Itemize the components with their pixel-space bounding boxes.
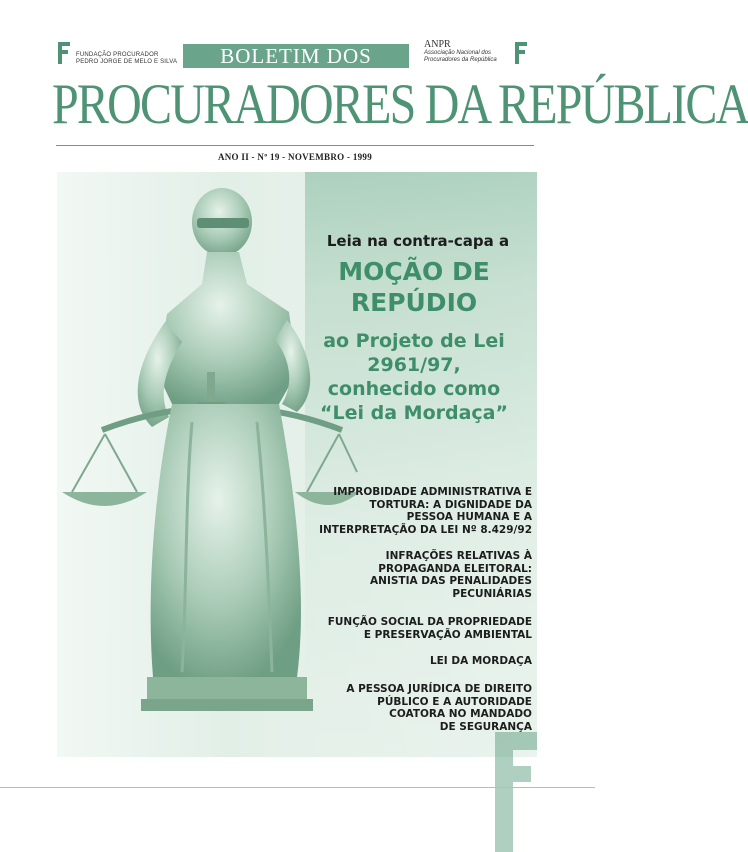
headline-line: COATORA NO MANDADO [389,708,532,720]
headline-funcao-social [292,616,532,641]
contra-capa-intro: Leia na contra-capa a [326,232,510,250]
mocao-line1: MOÇÃO DE [338,257,490,286]
headline-lei-mordaca [292,655,532,668]
subhead-line1: ao Projeto de Lei [323,330,505,352]
anpr-name-line1: Associação Nacional dos [424,50,492,56]
title-divider [56,145,534,146]
headline-line: TORTURA: A DIGNIDADE DA [369,498,532,511]
headline-line: PÚBLICO E A AUTORIDADE [377,695,532,708]
headline-line: PROPAGANDA ELEITORAL: [378,562,532,575]
anpr-block [424,40,504,64]
headline-line: E PRESERVAÇÃO AMBIENTAL [363,628,532,641]
headline-line: IMPROBIDADE ADMINISTRATIVA E [333,486,532,498]
subhead-line2: 2961/97, [367,354,461,376]
anpr-logo-icon [513,40,531,66]
page-title: PROCURADORES DA REPÚBLICA [52,73,748,137]
headline-line: INTERPRETAÇÃO DA LEI Nº 8.429/92 [319,523,532,536]
projeto-subheadline [292,329,536,425]
mocao-headline [292,256,536,318]
headline-line: A PESSOA JURÍDICA DE DIREITO [346,683,532,695]
watermark-logo-icon [495,732,537,852]
foundation-name-line2: PEDRO JORGE DE MELO E SILVA [76,59,178,65]
headline-infracoes [292,550,532,600]
headline-line: INFRAÇÕES RELATIVAS À [385,550,532,562]
subhead-line4: “Lei da Mordaça” [320,402,508,424]
foundation-name-line1: FUNDAÇÃO PROCURADOR [76,52,159,58]
headline-pessoa-juridica [292,683,532,733]
subhead-line3: conhecido como [327,378,501,400]
boletim-banner: BOLETIM DOS [183,44,409,68]
headline-line: LEI DA MORDAÇA [429,655,532,667]
mocao-line2: REPÚDIO [350,288,478,317]
headline-line: PECUNIÁRIAS [452,587,532,600]
foundation-logo-icon [56,40,74,66]
headline-improbidade [292,486,532,536]
page-bottom-rule [0,787,595,788]
headline-line: FUNÇÃO SOCIAL DA PROPRIEDADE [327,616,532,628]
anpr-name-line2: Procuradores da República [424,57,497,63]
headline-line: ANISTIA DAS PENALIDADES [370,575,532,587]
issue-info: ANO II - Nº 19 - NOVEMBRO - 1999 [217,152,373,162]
anpr-acronym: ANPR [424,39,451,50]
headline-line: PESSOA HUMANA E A [406,511,532,523]
headline-line: DE SEGURANÇA [439,720,532,733]
foundation-name [76,52,177,66]
